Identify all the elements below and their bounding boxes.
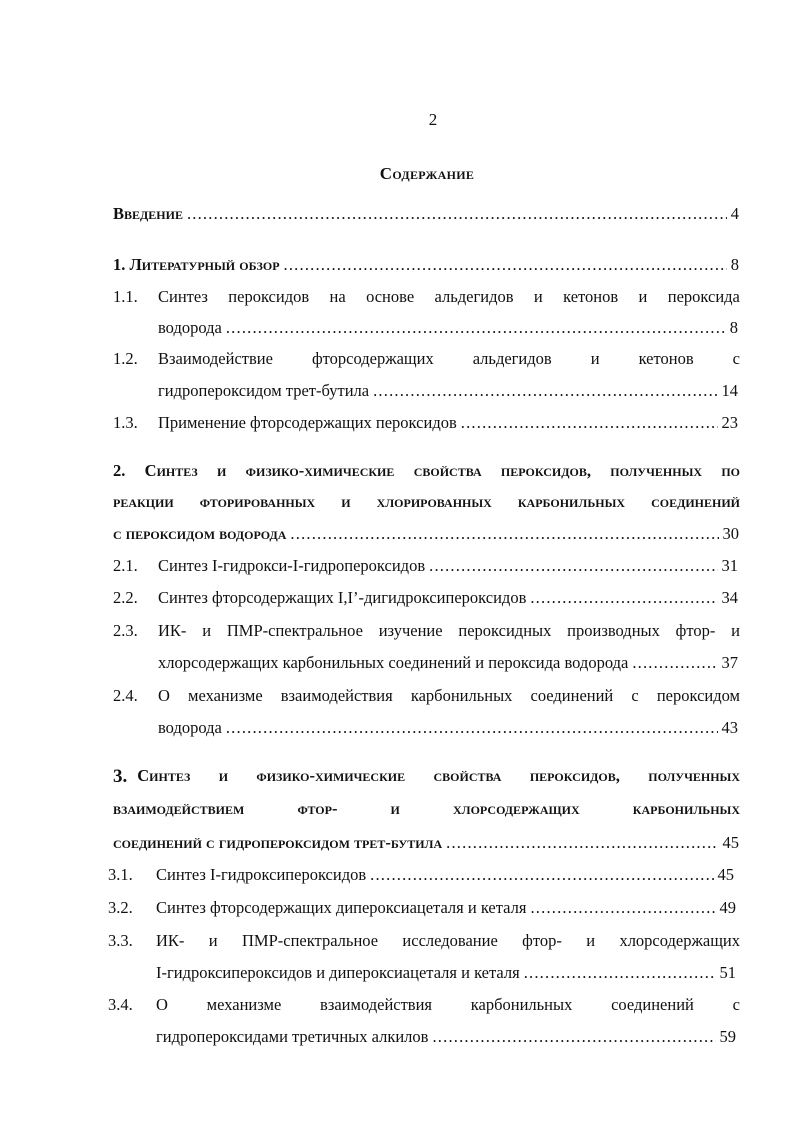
toc-entry-page: 31	[721, 556, 738, 575]
toc-entry-1-1-line2[interactable]: водорода ..... 8	[158, 318, 738, 338]
page-title: Содержание	[379, 164, 475, 183]
toc-entry-3-3-line2[interactable]: I-гидроксипероксидов и дипероксиацеталя и кеталя ..... 51	[156, 963, 736, 983]
toc-entry-2-4-line1[interactable]: О механизме взаимодействия карбонильных соединений с пероксидом	[158, 686, 740, 705]
toc-entry-intro[interactable]	[113, 204, 739, 224]
toc-entry-page: 45	[722, 833, 739, 852]
toc-entry-page: 43	[721, 718, 738, 737]
toc-ch2-line1[interactable]: 2. Синтез и физико-химические свойства пероксидов, полученных по	[113, 461, 740, 480]
toc-entry-page: 51	[719, 963, 736, 982]
toc-entry-page: 30	[722, 524, 739, 543]
toc-entry-page: 34	[721, 588, 738, 607]
toc-entry-2-4-line2[interactable]: водорода ..... 43	[158, 718, 738, 738]
toc-entry-page: 37	[721, 653, 738, 672]
toc-entry-page: 8	[729, 318, 738, 337]
toc-entry-2-2[interactable]: Синтез фторсодержащих I,I’-дигидроксипероксидов ..... 34	[158, 588, 738, 608]
toc-entry-label: Введение	[113, 204, 183, 223]
toc-num: 3.4.	[108, 995, 133, 1014]
toc-entry-1-2-line1[interactable]: Взаимодействие фторсодержащих альдегидов и кетонов с	[158, 349, 740, 368]
toc-entry-1-2-line2[interactable]: гидропероксидом трет-бутила ..... 14	[158, 381, 738, 401]
toc-entry-1-3[interactable]: Применение фторсодержащих пероксидов ..... 23	[158, 413, 738, 433]
toc-entry-page: 45	[717, 865, 734, 884]
toc-num: 3.1.	[108, 865, 133, 884]
toc-entry-3-3-line1[interactable]: ИК- и ПМР-спектральное исследование фтор- и хлорсодержащих	[156, 931, 740, 950]
toc-entry-2-1[interactable]: Синтез I-гидрокси-I-гидропероксидов ..... 31	[158, 556, 738, 576]
toc-entry-label: 1. Литературный обзор	[113, 255, 280, 274]
toc-entry-3-4-line1[interactable]: О механизме взаимодействия карбонильных соединений с	[156, 995, 740, 1014]
toc-entry-3-2[interactable]: Синтез фторсодержащих дипероксиацеталя и кеталя ..... 49	[156, 898, 736, 918]
toc-ch2-line2[interactable]: реакции фторированных и хлорированных карбонильных соединений	[113, 492, 740, 511]
toc-num: 1.2.	[113, 349, 138, 368]
toc-entry-1-1-line1[interactable]: Синтез пероксидов на основе альдегидов и кетонов и пероксида	[158, 287, 740, 306]
toc-entry-page: 49	[719, 898, 736, 917]
toc-entry-3-1[interactable]: Синтез I-гидроксипероксидов ..... 45	[156, 865, 734, 885]
toc-entry-page: 4	[730, 204, 739, 223]
page-number: 2	[428, 110, 438, 129]
toc-num: 1.1.	[113, 287, 138, 306]
toc-num: 2.2.	[113, 588, 138, 607]
toc-num: 2.4.	[113, 686, 138, 705]
toc-entry-ch1[interactable]	[113, 255, 739, 275]
toc-entry-page: 14	[721, 381, 738, 400]
toc-num: 3.2.	[108, 898, 133, 917]
toc-entry-page: 59	[719, 1027, 736, 1046]
toc-entry-2-3-line1[interactable]: ИК- и ПМР-спектральное изучение пероксидных производных фтор- и	[158, 621, 740, 640]
toc-num: 1.3.	[113, 413, 138, 432]
toc-entry-page: 8	[730, 255, 739, 274]
toc-num: 3.3.	[108, 931, 133, 950]
toc-ch3-line2[interactable]: взаимодействием фтор- и хлорсодержащих карбонильных	[113, 799, 740, 818]
toc-ch3-line1[interactable]: 3. Синтез и физико-химические свойства пероксидов, полученных	[113, 766, 740, 787]
toc-entry-2-3-line2[interactable]: хлорсодержащих карбонильных соединений и пероксида водорода ..... 37	[158, 653, 738, 673]
toc-num: 2.3.	[113, 621, 138, 640]
toc-entry-page: 23	[721, 413, 738, 432]
toc-entry-ch3[interactable]: соединений с гидропероксидом трет-бутила ..... 45	[113, 833, 739, 853]
toc-entry-3-4-line2[interactable]: гидропероксидами третичных алкилов ..... 59	[156, 1027, 736, 1047]
toc-entry-ch2[interactable]: с пероксидом водорода ..... 30	[113, 524, 739, 544]
toc-num: 2.1.	[113, 556, 138, 575]
